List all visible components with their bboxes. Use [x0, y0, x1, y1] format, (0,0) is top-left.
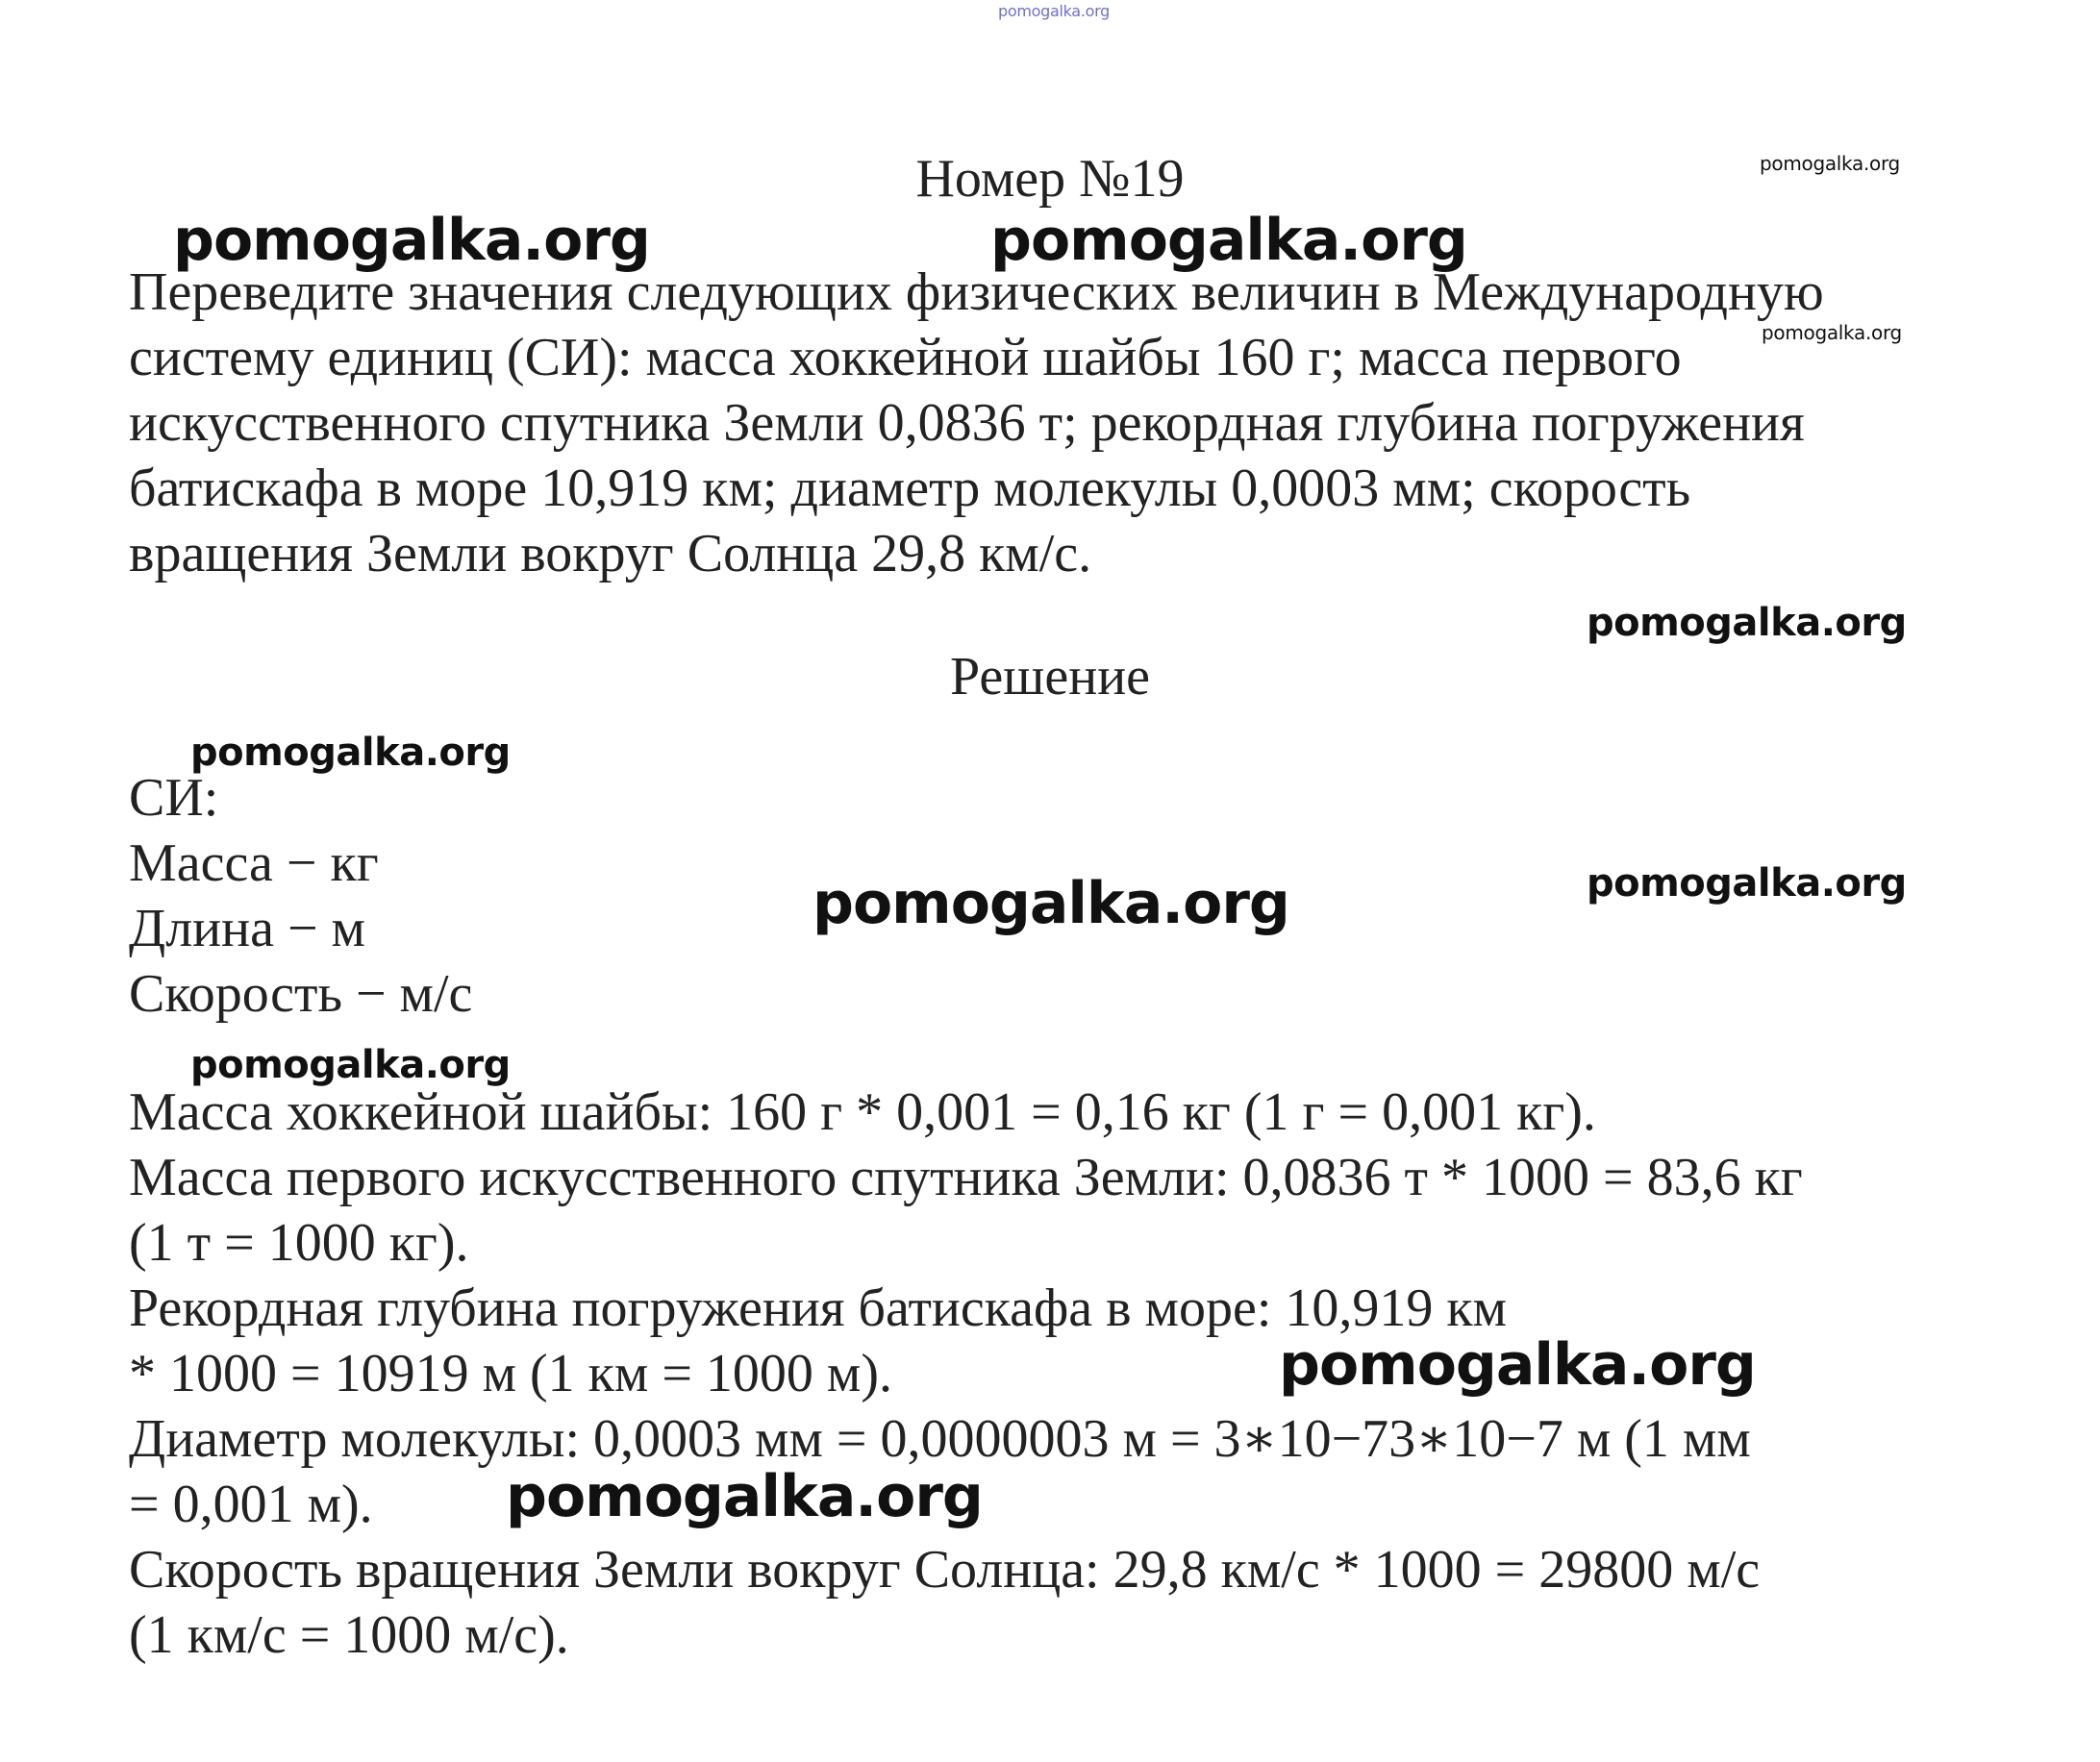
watermark: pomogalka.org [1762, 321, 1902, 344]
watermark: pomogalka.org [1587, 861, 1907, 906]
solution-title: Решение [949, 647, 1151, 707]
watermark: pomogalka.org [1587, 601, 1907, 645]
watermark: pomogalka.org [812, 870, 1289, 937]
problem-line: батискафа в море 10,919 км; диаметр молекулы 0,0003 мм; скорость [129, 459, 1691, 518]
problem-line: вращения Земли вокруг Солнца 29,8 км/с. [129, 524, 1092, 583]
solution-line: * 1000 = 10919 м (1 км = 1000 м). [129, 1344, 892, 1403]
solution-line: (1 км/с = 1000 м/с). [129, 1605, 569, 1665]
watermark: pomogalka.org [173, 207, 650, 274]
solution-line: (1 т = 1000 кг). [129, 1213, 469, 1273]
solution-line: Диаметр молекулы: 0,0003 мм = 0,0000003 м = 3∗10−73∗10−7 м (1 мм [129, 1409, 1751, 1469]
watermark: pomogalka.org [190, 1043, 511, 1087]
watermark: pomogalka.org [1279, 1331, 1756, 1399]
si-unit-mass: Масса − кг [129, 833, 379, 893]
problem-line: искусственного спутника Земли 0,0836 т; рекордная глубина погружения [129, 393, 1805, 453]
problem-line: Переведите значения следующих физических величин в Международную [129, 262, 1824, 322]
problem-title: Номер №19 [915, 149, 1185, 209]
solution-line: Рекордная глубина погружения батискафа в море: 10,919 км [129, 1278, 1508, 1338]
si-unit-length: Длина − м [129, 899, 365, 958]
watermark: pomogalka.org [1760, 152, 1900, 175]
si-unit-speed: Скорость − м/с [129, 964, 473, 1024]
solution-line: Скорость вращения Земли вокруг Солнца: 29,8 км/с * 1000 = 29800 м/с [129, 1540, 1761, 1600]
watermark: pomogalka.org [190, 731, 511, 775]
solution-line: Масса хоккейной шайбы: 160 г * 0,001 = 0,16 кг (1 г = 0,001 кг). [129, 1082, 1596, 1142]
solution-line: = 0,001 м). [129, 1475, 373, 1534]
watermark: pomogalka.org [506, 1463, 983, 1530]
solution-line: Масса первого искусственного спутника Земли: 0,0836 т * 1000 = 83,6 кг [129, 1148, 1803, 1207]
si-units-heading: СИ: [129, 768, 219, 828]
watermark: pomogalka.org [990, 207, 1467, 274]
watermark-header: pomogalka.org [998, 2, 1110, 20]
problem-line: систему единиц (СИ): масса хоккейной шайбы 160 г; масса первого [129, 328, 1682, 387]
